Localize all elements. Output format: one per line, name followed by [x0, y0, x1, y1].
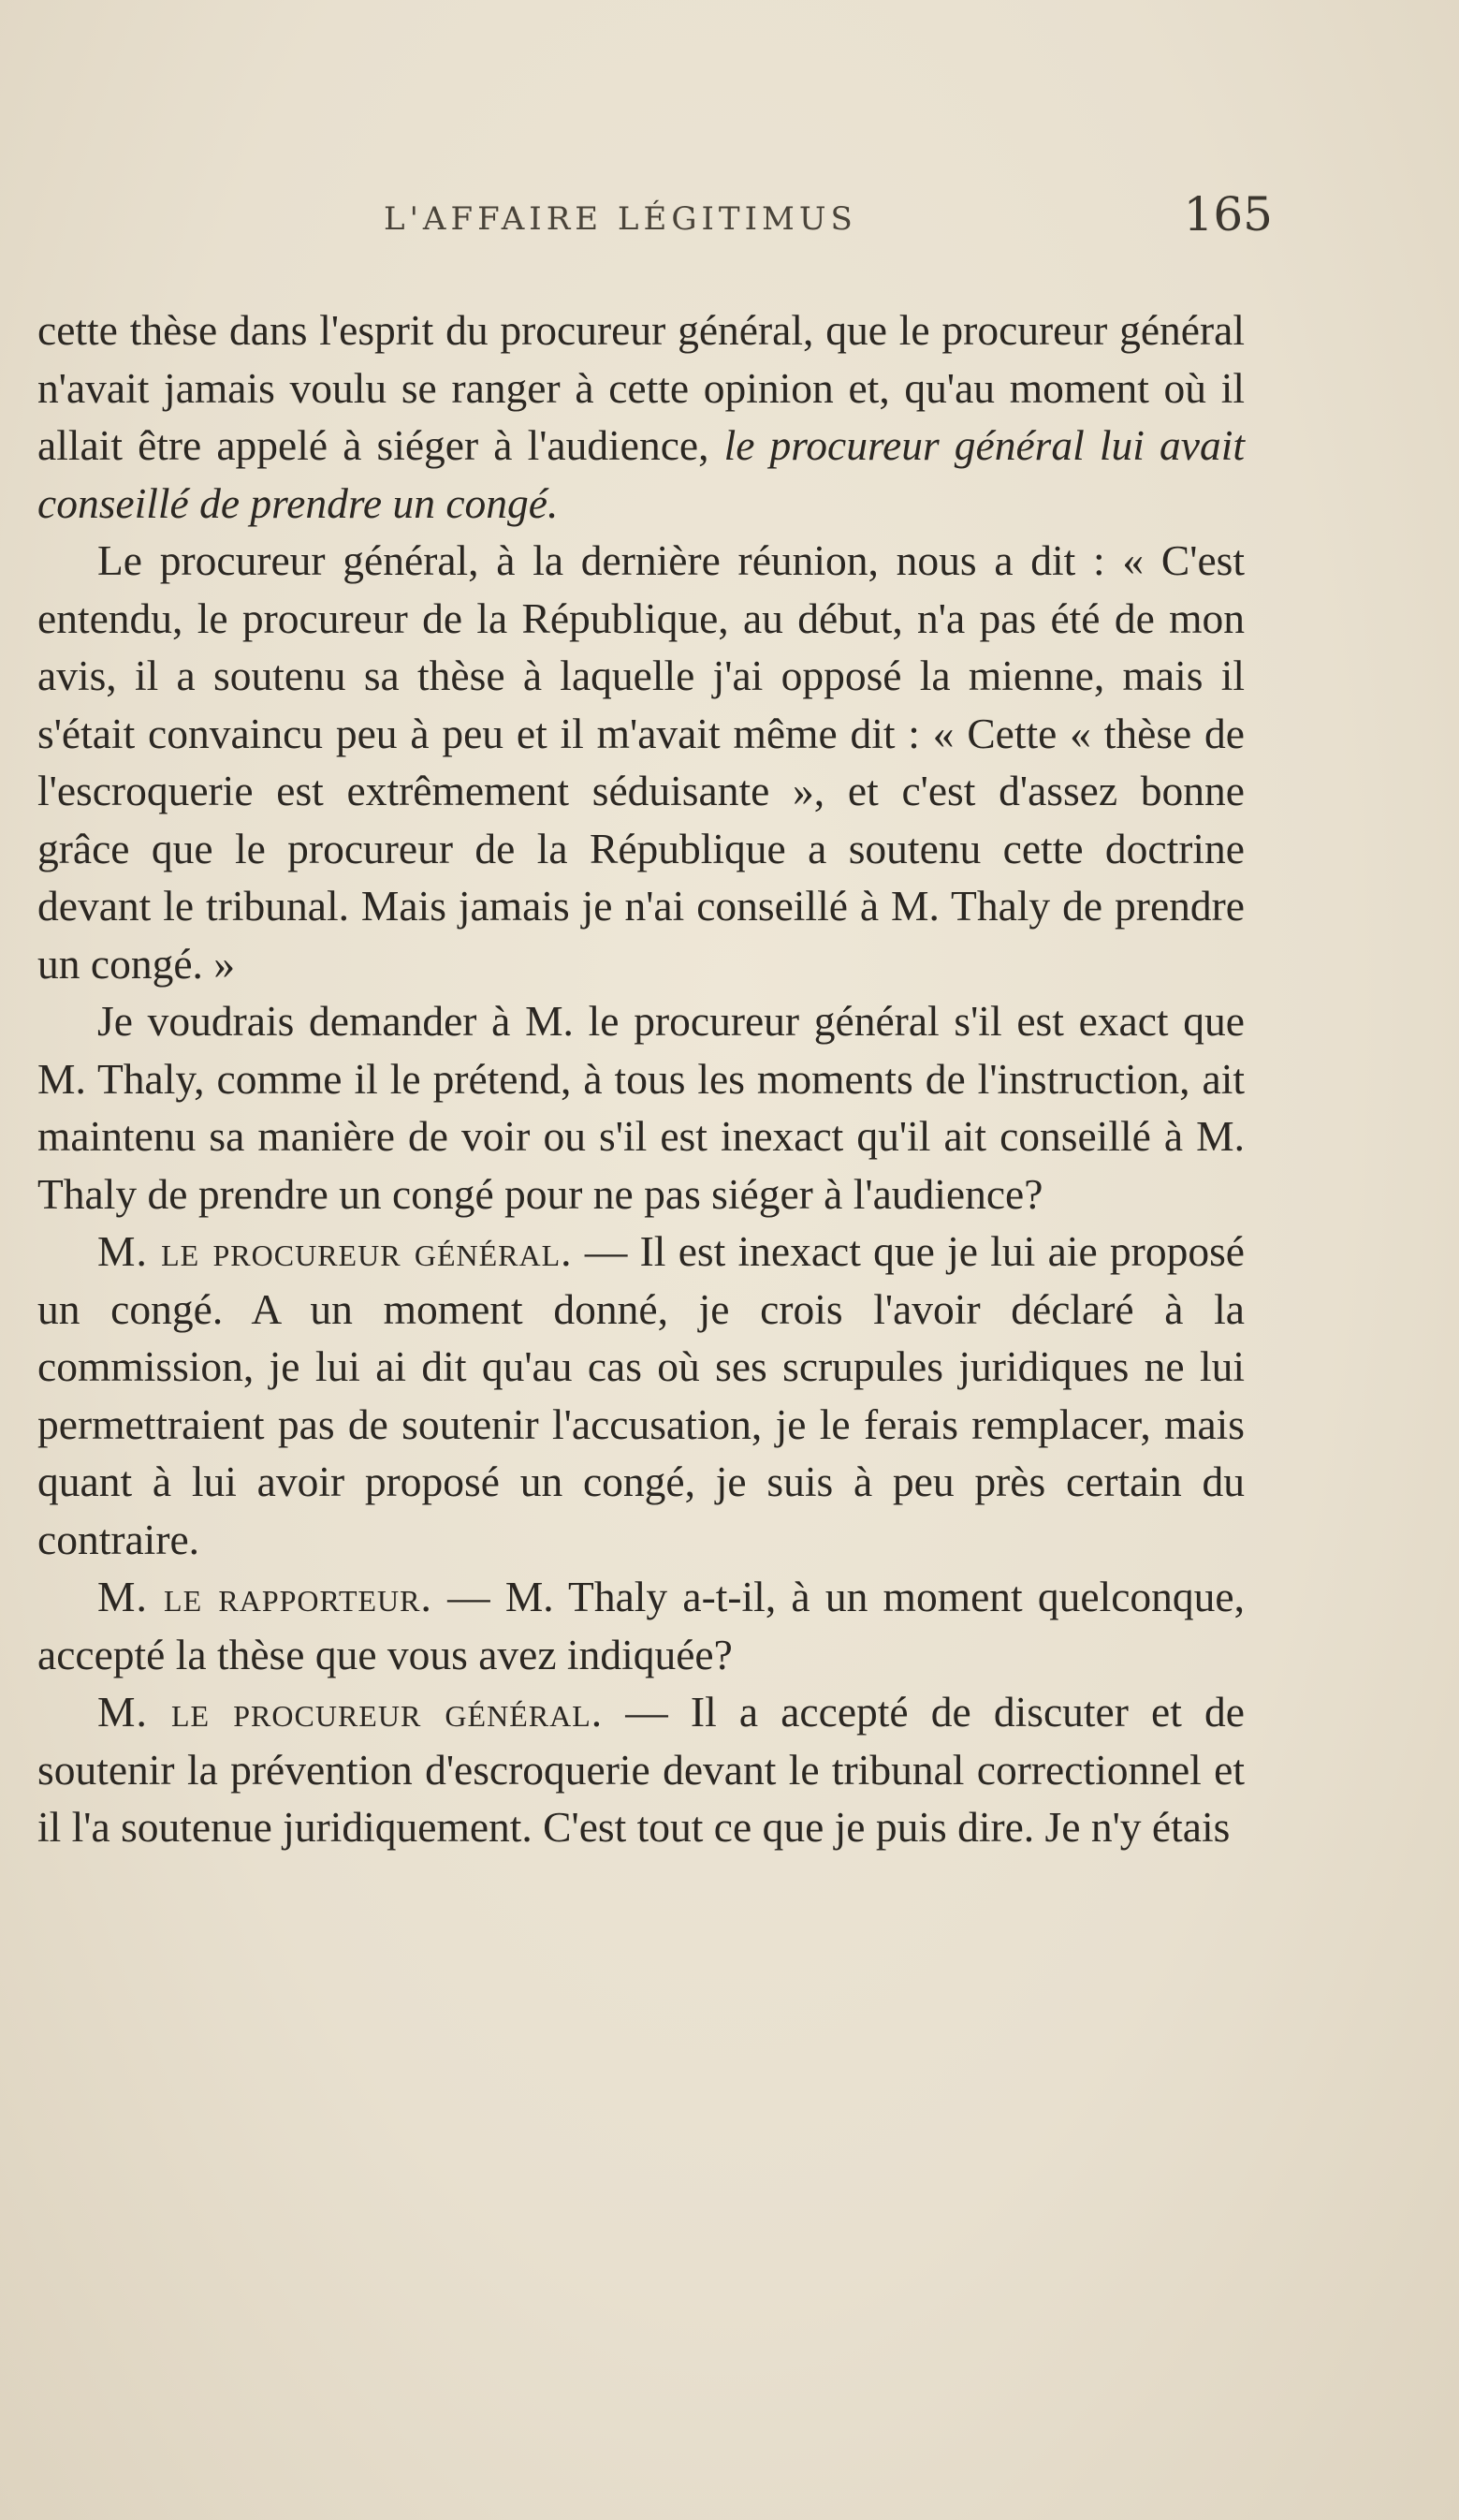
page-header: [37, 185, 1273, 251]
paragraph-4-text: — Il est inexact que je lui aie proposé un congé. A un moment donné, je crois l'avoir déclaré à la commission, je lui ai dit qu'au cas où ses scrupules juridiques ne lui permettraient pas de soutenir l'accusation, je le ferais remplacer, mais quant à lui avoir proposé un congé, je suis à peu près certain du contraire.: [37, 1227, 1245, 1563]
paragraph-2: [37, 532, 1245, 992]
speaker-procureur-general-2: M. le procureur général.: [97, 1688, 604, 1736]
paragraph-1-italic: le procureur général lui avait conseillé de prendre un congé.: [37, 421, 1245, 527]
paragraph-6: [37, 1683, 1245, 1856]
body-text: [37, 301, 1245, 1856]
paragraph-1: [37, 301, 1245, 532]
page-number: 165: [1183, 187, 1273, 242]
paragraph-3-text: Je voudrais demander à M. le procureur général s'il est exact que M. Thaly, comme il le prétend, à tous les moments de l'instruction, ait maintenu sa manière de voir ou s'il est inexact qu'il ait conseillé à M. Thaly de prendre un congé pour ne pas siéger à l'audience?: [37, 997, 1245, 1218]
paragraph-3: [37, 992, 1245, 1223]
speaker-procureur-general: M. le procureur général.: [97, 1227, 573, 1275]
paragraph-1-text: cette thèse dans l'esprit du procureur général, que le procureur général n'avait jamais voulu se ranger à cette opinion et, qu'au moment où il allait être appelé à siéger à l'audience,: [37, 306, 1245, 469]
running-title: L'AFFAIRE LÉGITIMUS: [384, 200, 857, 238]
paragraph-4: [37, 1223, 1245, 1568]
paragraph-6-text: — Il a accepté de discuter et de soutenir la prévention d'escroquerie devant le tribunal correctionnel et il l'a soutenue juridiquement. C'est tout ce que je puis dire. Je n'y étais: [37, 1688, 1245, 1851]
paragraph-5: [37, 1568, 1245, 1683]
speaker-rapporteur: M. le rapporteur.: [97, 1573, 432, 1620]
paragraph-2-text: Le procureur général, à la dernière réunion, nous a dit : « C'est entendu, le procureur de la République, au début, n'a pas été de mon avis, il a soutenu sa thèse à laquelle j'ai opposé la mienne, mais il s'était convaincu peu à peu et il m'avait même dit : « Cette « thèse de l'escroquerie est extrêmement séduisante », et c'est d'assez bonne grâce que le procureur de la République a soutenu cette doctrine devant le tribunal. Mais jamais je n'ai conseillé à M. Thaly de prendre un congé. »: [37, 536, 1245, 988]
paragraph-5-text: — M. Thaly a-t-il, à un moment quelconque, accepté la thèse que vous avez indiquée?: [37, 1573, 1245, 1678]
